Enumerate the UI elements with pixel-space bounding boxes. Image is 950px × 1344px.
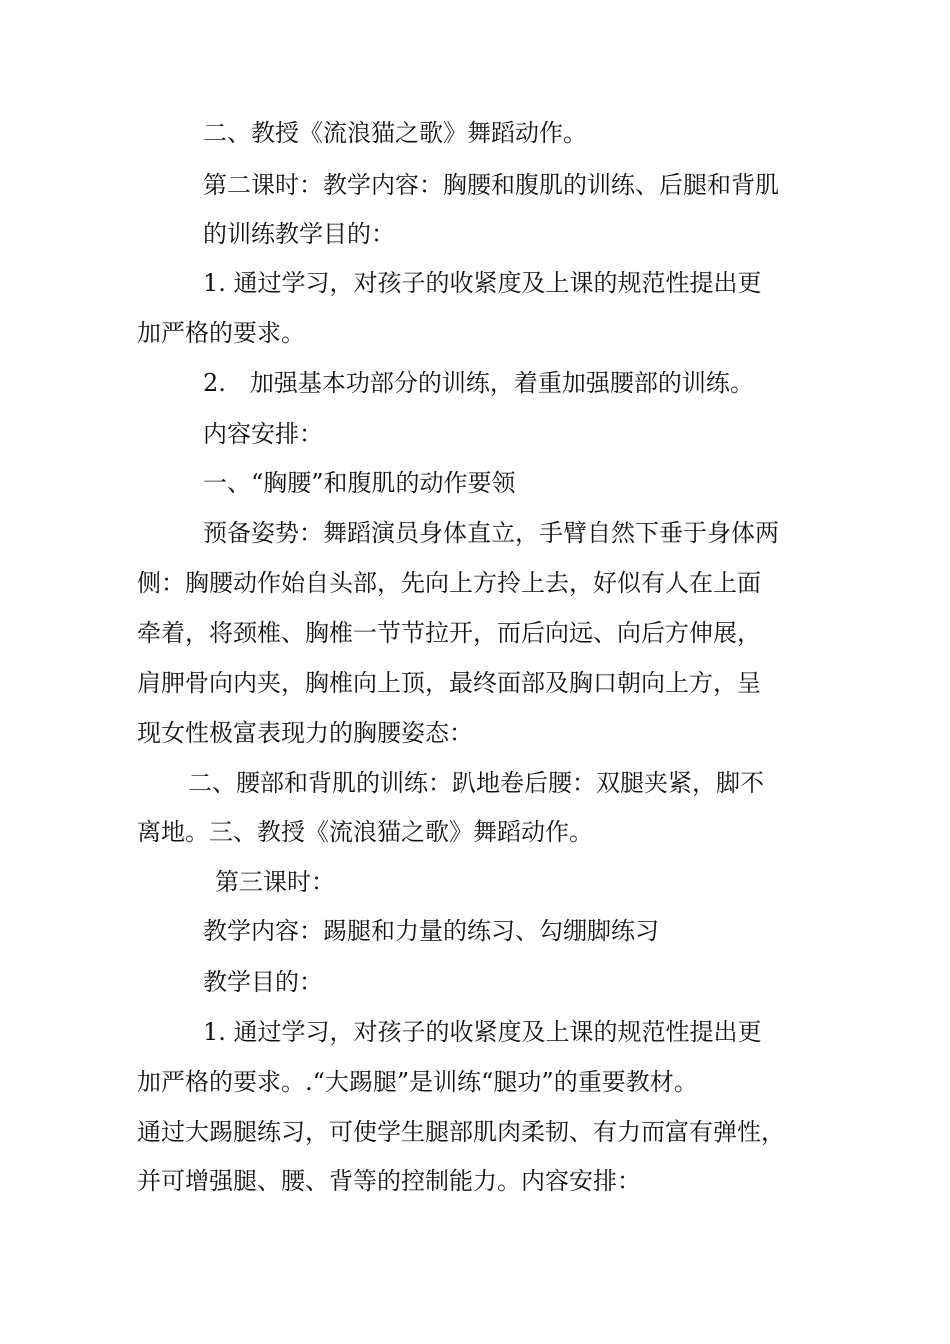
text-line: 通过大踢腿练习，可使学生腿部肌肉柔韧、有力而富有弹性，	[137, 1118, 785, 1146]
text-line: 离地。三、教授《流浪猫之歌》舞蹈动作。	[137, 818, 593, 846]
text-line: 1. 通过学习，对孩子的收紧度及上课的规范性提出更	[203, 1018, 762, 1046]
text-line: 并可增强腿、腰、背等的控制能力。内容安排：	[137, 1167, 641, 1195]
text-line: 一、“胸腰”和腹肌的动作要领	[203, 469, 516, 497]
text-line: 预备姿势：舞蹈演员身体直立，手臂自然下垂于身体两	[203, 519, 779, 547]
text-line: 第三课时：	[215, 868, 335, 896]
text-line: 牵着，将颈椎、胸椎一节节拉开，而后向远、向后方伸展，	[137, 619, 761, 647]
text-line: 肩胛骨向内夹，胸椎向上顶，最终面部及胸口朝向上方，呈	[137, 669, 761, 697]
text-line: 二、教授《流浪猫之歌》舞蹈动作。	[203, 119, 587, 147]
text-line: 第二课时：教学内容：胸腰和腹肌的训练、后腿和背肌	[203, 171, 779, 199]
text-line: 的训练教学目的：	[203, 220, 395, 248]
text-line: 加严格的要求。.“大踢腿”是训练“腿功”的重要教材。	[137, 1068, 698, 1096]
text-line: 教学目的：	[203, 968, 323, 996]
text-line: 内容安排：	[203, 420, 323, 448]
text-line: 现女性极富表现力的胸腰姿态：	[137, 719, 473, 747]
text-line: 侧：胸腰动作始自头部，先向上方拎上去，好似有人在上面	[137, 569, 761, 597]
text-line: 2. 加强基本功部分的训练，着重加强腰部的训练。	[203, 369, 754, 397]
text-line: 二、腰部和背肌的训练：趴地卷后腰：双腿夹紧，脚不	[188, 769, 764, 797]
text-line: 加严格的要求。	[137, 319, 305, 347]
text-line: 教学内容：踢腿和力量的练习、勾绷脚练习	[203, 917, 659, 945]
text-line: 1. 通过学习，对孩子的收紧度及上课的规范性提出更	[203, 269, 762, 297]
